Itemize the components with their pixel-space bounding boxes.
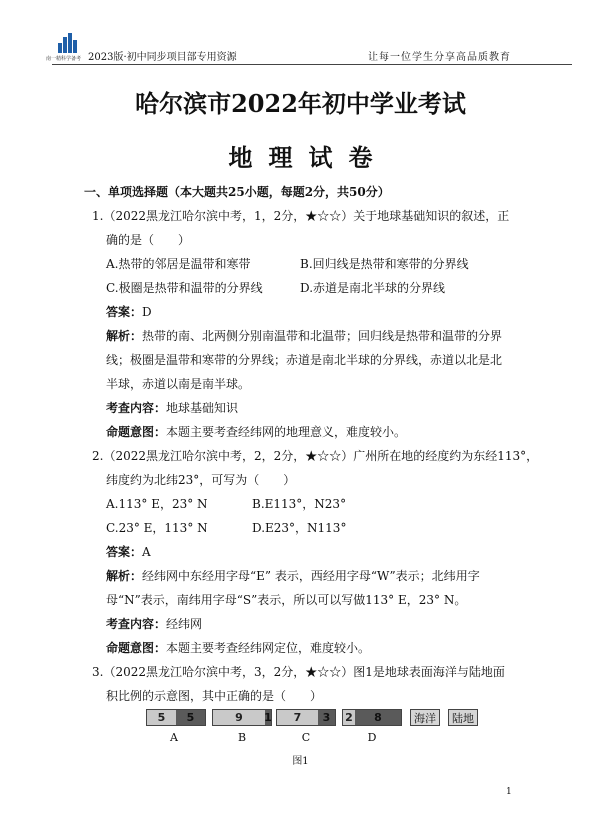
answer-label: 答案：: [106, 305, 143, 319]
legend-land: 陆地: [448, 709, 478, 726]
q1-stem-line2: 确的是（ ）: [106, 233, 191, 247]
bar-land-part: 3: [318, 710, 335, 725]
analysis-text: 经纬网中东经用字母“E” 表示，西经用字母“W”表示；北纬用字: [142, 569, 480, 583]
bar-land-part: 1: [264, 711, 272, 724]
header-divider: [52, 64, 572, 65]
figure-caption: 图1: [292, 756, 309, 767]
q3-stem-line2: 积比例的示意图，其中正确的是（ ）: [106, 689, 323, 703]
option-label-a: A: [170, 731, 178, 744]
q2-stem-line1: 2.（2022黑龙江哈尔滨中考，2，2分，★☆☆）广州所在地的经度约为东经113°，: [92, 449, 539, 463]
answer-value: D: [142, 305, 152, 319]
q2-answer: [106, 544, 151, 560]
ratio-bar-d: [342, 709, 402, 726]
q1-option-d: D.赤道是南北半球的分界线: [300, 281, 446, 295]
analysis-label: 解析：: [106, 569, 143, 583]
bar-land-part: 5: [176, 710, 205, 725]
option-label-d: D: [367, 731, 377, 744]
bar-ocean-part: 7: [277, 710, 318, 725]
publisher-logo: [46, 32, 82, 62]
q1-option-c: C.极圈是热带和温带的分界线: [106, 281, 263, 295]
section-heading: 一、单项选择题（本大题共25小题，每题2分，共50分）: [84, 185, 390, 199]
analysis-text: 热带的南、北两侧分别南温带和北温带；回归线是热带和温带的分界: [142, 329, 503, 343]
header-left-text: 2023版·初中同步项目部专用资源: [88, 52, 237, 63]
content-label: 考查内容：: [106, 401, 167, 415]
answer-value: A: [142, 545, 151, 559]
page-number: 1: [506, 787, 512, 797]
q2-stem-line2: 纬度约为北纬23°，可写为（ ）: [106, 473, 296, 487]
ratio-bar-a: [146, 709, 206, 726]
q1-option-a: A.热带的邻居是温带和寒带: [106, 257, 251, 271]
answer-label: 答案：: [106, 545, 143, 559]
q1-option-b: B.回归线是热带和寒带的分界线: [300, 257, 469, 271]
content-value: 地球基础知识: [166, 401, 239, 415]
page-header: [46, 32, 572, 63]
header-right-text: 让每一位学生分享高品质教育: [368, 52, 511, 63]
intent-label: 命题意图：: [106, 641, 167, 655]
bar-ocean-part: 5: [147, 710, 176, 725]
q1-intent: [106, 424, 406, 440]
option-label-b: B: [237, 731, 247, 744]
q1-analysis-line3: 半球，赤道以南是南半球。: [106, 377, 251, 391]
legend-ocean: 海洋: [410, 709, 440, 726]
q2-intent: [106, 640, 370, 656]
q3-stem-line1: 3.（2022黑龙江哈尔滨中考，3，2分，★☆☆）图1是地球表面海洋与陆地面: [92, 665, 505, 679]
bar-ocean-part: 2: [343, 710, 355, 725]
q1-analysis-line2: 线；极圈是温带和寒带的分界线；赤道是南北半球的分界线，赤道以北是北: [106, 353, 503, 367]
exam-subtitle: 地理试卷: [228, 143, 389, 172]
logo-text: 南一精科学备考: [46, 56, 82, 62]
ratio-bar-c: [276, 709, 336, 726]
analysis-label: 解析：: [106, 329, 143, 343]
content-value: 经纬网: [166, 617, 203, 631]
content-label: 考查内容：: [106, 617, 167, 631]
exam-title: 哈尔滨市2022年初中学业考试: [135, 89, 466, 118]
bar-land-part: 8: [355, 710, 401, 725]
q2-content: [106, 616, 202, 632]
q2-option-b: B.E113°，N23°: [252, 497, 347, 511]
q2-analysis-line2: 母“N”表示，南纬用字母“S”表示，所以可以写做113° E，23° N。: [106, 593, 467, 607]
q2-option-a: A.113° E，23° N: [106, 497, 208, 511]
q2-option-d: D.E23°，N113°: [252, 521, 347, 535]
intent-value: 本题主要考查经纬网的地理意义，难度较小。: [166, 425, 407, 439]
q1-stem-line1: 1.（2022黑龙江哈尔滨中考，1，2分，★☆☆）关于地球基础知识的叙述，正: [92, 209, 510, 223]
intent-value: 本题主要考查经纬网定位，难度较小。: [166, 641, 371, 655]
q1-analysis-line1: [106, 328, 502, 344]
ratio-bar-b: [212, 709, 272, 726]
q1-content: [106, 400, 238, 416]
bar-ocean-part: 9: [213, 710, 265, 725]
q1-answer: [106, 304, 152, 320]
q2-option-c: C.23° E，113° N: [106, 521, 208, 535]
intent-label: 命题意图：: [106, 425, 167, 439]
q2-analysis-line1: [106, 568, 480, 584]
option-label-c: C: [301, 731, 311, 744]
